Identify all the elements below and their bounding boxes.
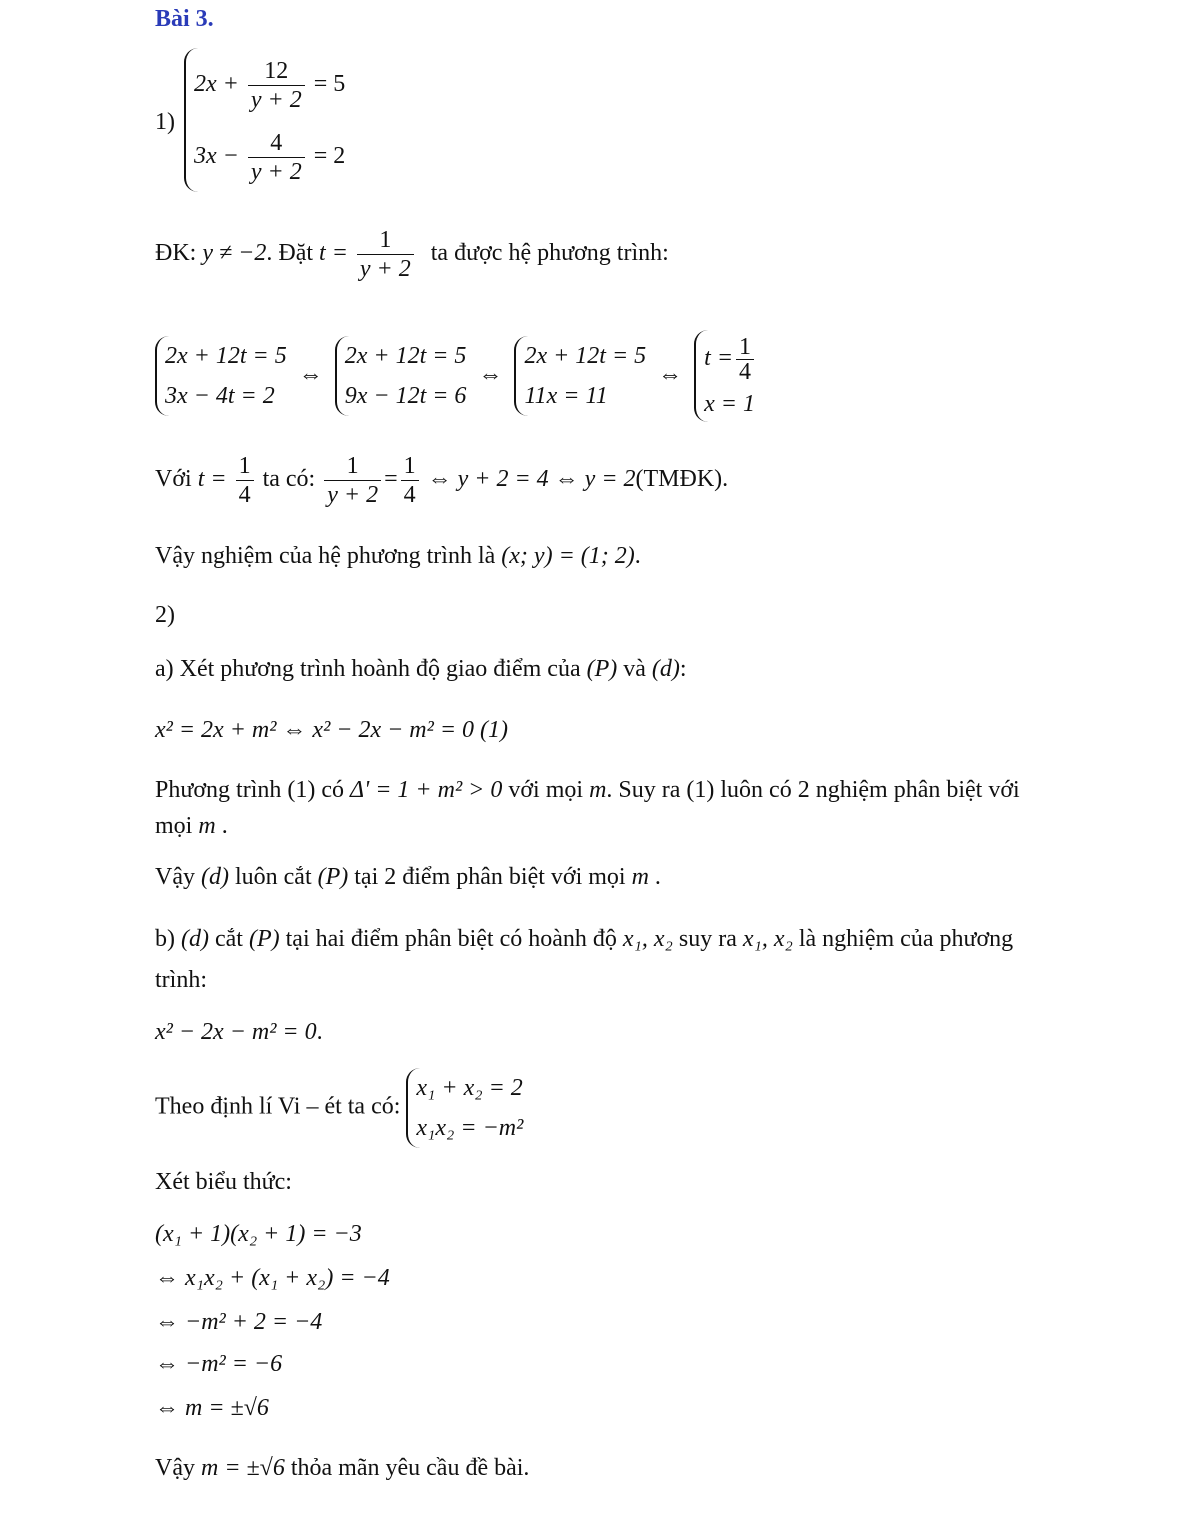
with-fden: y + 2: [327, 482, 379, 508]
disc2-pre: mọi: [155, 813, 193, 839]
discriminant-line: [155, 776, 1020, 804]
condition-line: [155, 226, 669, 283]
equation-1: x² = 2x + m² ⇔ x² − 2x − m² = 0 (1): [155, 717, 509, 743]
final-math: m = ±√6: [200, 1455, 285, 1481]
t-num: 1: [357, 226, 414, 255]
concl-math: (x; y) = (1; 2): [501, 543, 635, 569]
step-4: ⇔ −m² = −6: [155, 1351, 283, 1377]
eq2-fraction: [248, 129, 305, 186]
with-fnum: 1: [324, 452, 381, 481]
equation-2: [155, 1018, 323, 1046]
s4-x: x = 1: [704, 391, 756, 417]
vieta-line: [155, 1068, 523, 1148]
iff-3: ⇔: [658, 361, 683, 388]
cut-post: tại 2 điểm phân biệt với mọi: [354, 864, 626, 890]
cond-label: ĐK:: [155, 240, 197, 267]
a-d: (d): [651, 656, 680, 682]
system-c: [514, 336, 646, 416]
vieta-l1: x₁ + x₂ = 2: [416, 1075, 523, 1101]
with-f2den: 4: [403, 482, 416, 508]
t-def: t =: [319, 240, 348, 267]
vieta-system: [406, 1068, 523, 1148]
with-frac3: [401, 452, 419, 509]
eq1-rhs: = 5: [313, 71, 346, 97]
system-b: [335, 336, 467, 416]
iff-1: ⇔: [298, 361, 323, 388]
with-rest: ⇔ y + 2 = 4 ⇔ y = 2: [427, 466, 636, 493]
step-1: (x₁ + 1)(x₂ + 1) = −3: [155, 1221, 362, 1247]
cond-post: ta được hệ phương trình:: [430, 240, 669, 267]
s3-l1: 2x + 12t = 5: [524, 343, 647, 369]
b-pre: b): [155, 926, 175, 952]
cut-end: .: [654, 864, 661, 890]
s3-l2: 11x = 11: [524, 383, 608, 409]
disc-math: Δ' = 1 + m² > 0: [350, 777, 503, 803]
with-tail: (TMĐK).: [635, 466, 729, 493]
t-fraction: [357, 226, 414, 283]
with-t: t =: [197, 466, 227, 493]
t-den: y + 2: [359, 256, 411, 282]
cond-mid: . Đặt: [266, 240, 314, 267]
s4-fraction: [736, 335, 754, 384]
with-den: 4: [238, 482, 251, 508]
step-3: ⇔ −m² + 2 = −4: [155, 1309, 323, 1335]
part1-conclusion: [155, 542, 641, 570]
with-frac2: [324, 452, 381, 509]
disc2-end: .: [221, 813, 228, 839]
eq2-den: y + 2: [250, 158, 302, 185]
b-d: (d): [181, 926, 209, 952]
concl-end: .: [634, 543, 641, 569]
cut-m: m: [631, 864, 649, 890]
eq2-rhs: = 2: [313, 143, 346, 169]
s4-t: t =: [704, 345, 734, 371]
s4-den: 4: [739, 358, 752, 385]
b-sr: suy ra: [678, 926, 737, 952]
system-d: [694, 330, 757, 422]
b-x: x₁, x₂: [622, 926, 673, 952]
cut-mid: luôn cắt: [234, 864, 312, 890]
final-line: [155, 1454, 529, 1482]
part1-label: 1): [155, 109, 175, 135]
with-line: [155, 452, 728, 509]
disc2-m: m: [198, 813, 216, 839]
step-2: ⇔ x₁x₂ + (x₁ + x₂) = −4: [155, 1265, 390, 1291]
discriminant-line-2: [155, 812, 228, 840]
cut-line: [155, 863, 661, 891]
eq2-lhs: 3x −: [194, 143, 239, 169]
disc-post: với mọi: [508, 777, 584, 803]
disc-pre: Phương trình (1) có: [155, 777, 345, 803]
vieta-l2: x₁x₂ = −m²: [416, 1115, 524, 1141]
eq1-den: y + 2: [250, 86, 302, 113]
part2b-line-2: trình:: [155, 967, 207, 993]
b-P: (P): [248, 926, 280, 952]
iff-2: ⇔: [478, 361, 503, 388]
cut-P: (P): [317, 864, 349, 890]
concl-pre: Vậy nghiệm của hệ phương trình là: [155, 543, 496, 569]
system-a: [155, 336, 287, 416]
eq2-num: 4: [248, 129, 305, 158]
b-mid: tại hai điểm phân biệt có hoành độ: [285, 926, 617, 952]
eq1-lhs: 2x +: [194, 71, 239, 97]
a-pre: a) Xét phương trình hoành độ giao điểm của: [155, 656, 581, 682]
with-fraction: [236, 452, 254, 509]
eq1-fraction: [248, 57, 305, 114]
expression-label: Xét biểu thức:: [155, 1169, 292, 1195]
s1-l1: 2x + 12t = 5: [165, 343, 287, 369]
part2b-line: [155, 925, 1013, 953]
cut-pre: Vậy: [155, 864, 195, 890]
disc-m: m: [589, 777, 607, 803]
b-cut: cắt: [214, 926, 243, 952]
with-num: 1: [236, 452, 254, 481]
a-P: (P): [586, 656, 618, 682]
s2-l1: 2x + 12t = 5: [344, 343, 467, 369]
systems-chain: [155, 330, 757, 422]
with-mid: ta có:: [262, 466, 316, 493]
disc-tail: . Suy ra (1) luôn có 2 nghiệm phân biệt với: [606, 777, 1020, 803]
s4-num: 1: [736, 335, 754, 360]
s1-l2: 3x − 4t = 2: [165, 383, 275, 409]
vieta-pre: Theo định lí Vi – ét ta có:: [155, 1093, 401, 1120]
with-pre: Với: [155, 466, 192, 493]
cond-math: y ≠ −2: [202, 240, 267, 267]
with-f2num: 1: [401, 452, 419, 481]
a-and: và: [623, 656, 646, 682]
a-colon: :: [679, 656, 687, 682]
eq2-math: x² − 2x − m² = 0: [155, 1019, 317, 1045]
cut-d: (d): [200, 864, 229, 890]
b-post: là nghiệm của phương: [798, 926, 1014, 952]
system-1: [184, 48, 345, 192]
final-post: thỏa mãn yêu cầu đề bài.: [290, 1455, 530, 1481]
part2a-line: [155, 655, 687, 683]
s2-l2: 9x − 12t = 6: [344, 383, 467, 409]
step-5: ⇔ m = ±√6: [155, 1395, 269, 1421]
b-x2: x₁, x₂: [742, 926, 793, 952]
exercise-heading: Bài 3.: [155, 6, 214, 32]
eq2-end: .: [316, 1019, 323, 1045]
with-eq: =: [384, 466, 398, 493]
part2-label: 2): [155, 602, 175, 628]
eq1-num: 12: [248, 57, 305, 86]
final-pre: Vậy: [155, 1455, 195, 1481]
